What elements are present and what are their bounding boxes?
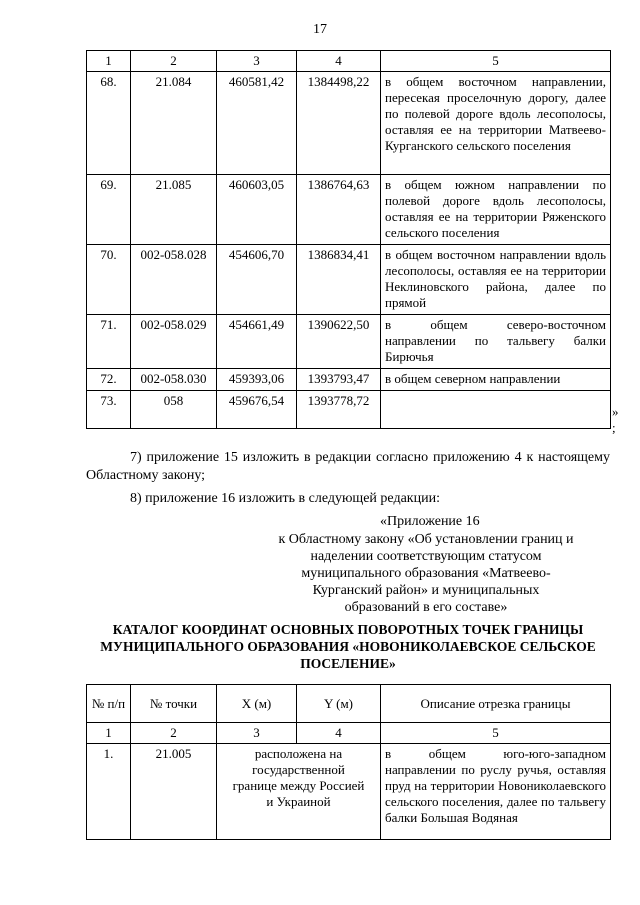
column-header-point: № точки <box>131 685 217 723</box>
table-row <box>87 369 611 391</box>
table-header-row <box>87 685 611 723</box>
segment-description: в общем юго-юго-западном направлении по руслу ручья, оставляя пруд на территории Новониколаевского сельского поселения, далее по тальвегу балки Большая Водяная <box>381 744 611 840</box>
segment-description: в общем восточном направлении, пересекая проселочную дорогу, далее по полевой дороге вдоль лесополосы, оставляя ее на территории Матвеево-Курганского сельского поселения <box>381 72 611 175</box>
column-number: 3 <box>217 723 297 744</box>
column-header-index: № п/п <box>87 685 131 723</box>
point-id: 002-058.030 <box>131 369 217 391</box>
x-coordinate: 460581,42 <box>217 72 297 175</box>
row-number: 1. <box>87 744 131 840</box>
point-id: 002-058.028 <box>131 245 217 315</box>
table-number-row <box>87 723 611 744</box>
x-coordinate: 459676,54 <box>217 391 297 429</box>
column-header-y: Y (м) <box>297 685 381 723</box>
table-row <box>87 245 611 315</box>
paragraph-7: 7) приложение 15 изложить в редакции согласно приложению 4 к настоящему Областному закону; <box>86 450 610 483</box>
column-number: 1 <box>87 51 131 72</box>
segment-description: в общем северном направлении <box>381 369 611 391</box>
row-number: 69. <box>87 175 131 245</box>
point-id: 058 <box>131 391 217 429</box>
point-id: 21.085 <box>131 175 217 245</box>
y-coordinate: 1393793,47 <box>297 369 381 391</box>
y-coordinate: 1386764,63 <box>297 175 381 245</box>
y-coordinate: 1384498,22 <box>297 72 381 175</box>
table-row <box>87 315 611 369</box>
column-header-description: Описание отрезка границы <box>381 685 611 723</box>
column-number: 2 <box>131 51 217 72</box>
table-row <box>87 391 611 429</box>
column-number: 1 <box>87 723 131 744</box>
column-number: 4 <box>297 723 381 744</box>
column-header-x: X (м) <box>217 685 297 723</box>
table-row <box>87 744 611 840</box>
column-number: 5 <box>381 723 611 744</box>
location-note: расположена на государственной границе между Россией и Украиной <box>217 744 381 840</box>
catalog-heading: КАТАЛОГ КООРДИНАТ ОСНОВНЫХ ПОВОРОТНЫХ ТОЧЕК ГРАНИЦЫ МУНИЦИПАЛЬНОГО ОБРАЗОВАНИЯ «НОВОНИКОЛАЕВСКОЕ СЕЛЬСКОЕ ПОСЕЛЕНИЕ» <box>100 622 596 671</box>
x-coordinate: 454606,70 <box>217 245 297 315</box>
y-coordinate: 1393778,72 <box>297 391 381 429</box>
closing-quote: » <box>612 404 619 419</box>
row-number: 71. <box>87 315 131 369</box>
table-header-row <box>87 51 611 72</box>
x-coordinate: 459393,06 <box>217 369 297 391</box>
x-coordinate: 460603,05 <box>217 175 297 245</box>
closing-semicolon: ; <box>612 420 616 435</box>
segment-description: в общем северо-восточном направлении по тальвегу балки Бирючья <box>381 315 611 369</box>
segment-description: в общем южном направлении по полевой дороге вдоль лесополосы, оставляя ее на территории Ряженского сельского поселения <box>381 175 611 245</box>
column-number: 5 <box>381 51 611 72</box>
point-id: 21.005 <box>131 744 217 840</box>
coordinates-catalog-table <box>86 684 611 840</box>
row-number: 73. <box>87 391 131 429</box>
column-number: 3 <box>217 51 297 72</box>
table-row <box>87 175 611 245</box>
point-id: 21.084 <box>131 72 217 175</box>
appendix-title: «Приложение 16 <box>380 514 480 529</box>
row-number: 72. <box>87 369 131 391</box>
segment-description <box>381 391 611 429</box>
y-coordinate: 1390622,50 <box>297 315 381 369</box>
page-number: 17 <box>313 22 327 37</box>
y-coordinate: 1386834,41 <box>297 245 381 315</box>
appendix-reference: к Областному закону «Об установлении границ и наделении соответствующим статусом муниципального образования «Матвеево-Курганский район» и муниципальных образований в его составе» <box>278 532 574 615</box>
row-number: 70. <box>87 245 131 315</box>
table-row <box>87 72 611 175</box>
point-id: 002-058.029 <box>131 315 217 369</box>
column-number: 4 <box>297 51 381 72</box>
row-number: 68. <box>87 72 131 175</box>
segment-description: в общем восточном направлении вдоль лесополосы, оставляя ее на территории Неклиновского района, далее по прямой <box>381 245 611 315</box>
x-coordinate: 454661,49 <box>217 315 297 369</box>
paragraph-8: 8) приложение 16 изложить в следующей редакции: <box>130 491 440 506</box>
coordinates-table-continued <box>86 50 611 429</box>
column-number: 2 <box>131 723 217 744</box>
